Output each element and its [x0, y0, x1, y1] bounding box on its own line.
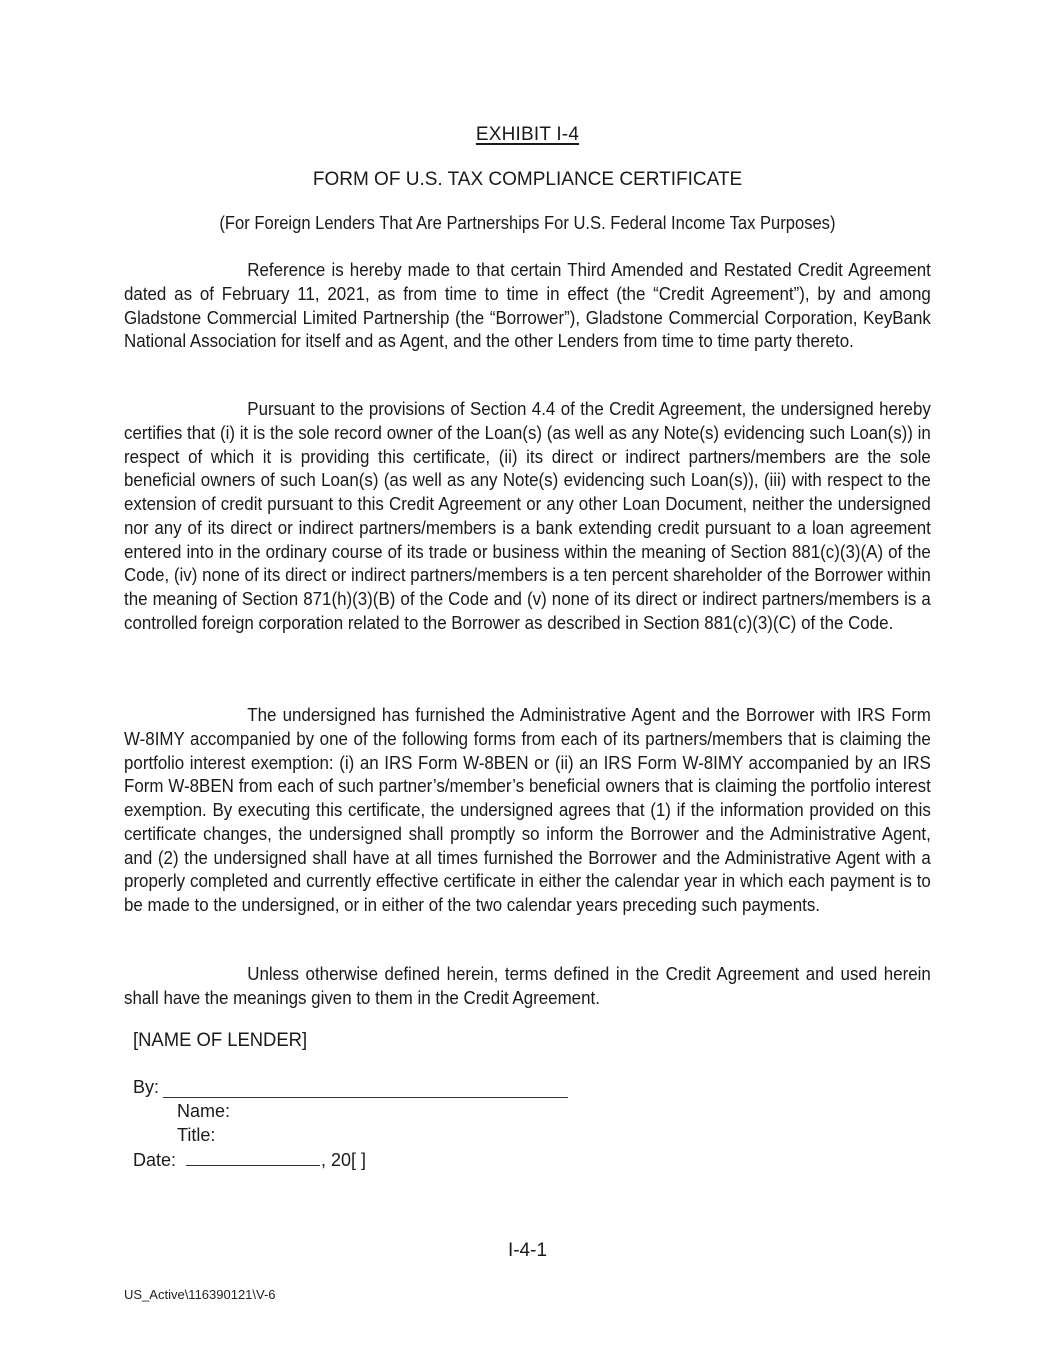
paragraph-certification: Pursuant to the provisions of Section 4.4 of the Credit Agreement, the undersigned hereby certifies that (i) it is the sole record owner of the Loan(s) (as well as any Note(s) evidencing such Loan(s)) in respect of which it is providing this certificate, (ii) its direct or indirect partners/members are the sole beneficial owners of such Loan(s) (as well as any Note(s) evidencing such Loan(s)), (iii) with respect to the extension of credit pursuant to this Credit Agreement or any other Loan Document, neither the undersigned nor any of its direct or indirect partners/members is a bank extending credit pursuant to a loan agreement entered into in the ordinary course of its trade or business within the meaning of Section 881(c)(3)(A) of the Code, (iv) none of its direct or indirect partners/members is a ten percent shareholder of the Borrower within the meaning of Section 871(h)(3)(B) of the Code and (v) none of its direct or indirect partners/members is a controlled foreign corporation related to the Borrower as described in Section 881(c)(3)(C) of the Code.	[124, 398, 931, 633]
paragraph-reference: Reference is hereby made to that certain Third Amended and Restated Credit Agreement dated as of February 11, 2021, as from time to time in effect (the “Credit Agreement”), by and among Gladstone Commercial Limited Partnership (the “Borrower”), Gladstone Commercial Corporation, KeyBank National Association for itself and as Agent, and the other Lenders from time to time party thereto.	[124, 259, 931, 352]
exhibit-title	[0, 124, 1055, 146]
form-title: FORM OF U.S. TAX COMPLIANCE CERTIFICATE	[312, 169, 743, 190]
signature-line	[163, 1097, 568, 1098]
date-blank-line	[186, 1149, 320, 1166]
date-label: Date:	[133, 1150, 177, 1170]
form-subtitle: (For Foreign Lenders That Are Partnerships For U.S. Federal Income Tax Purposes)	[219, 213, 836, 233]
signature-by-label: By:	[133, 1077, 160, 1097]
page-number: I-4-1	[507, 1240, 548, 1261]
footer-document-id: US_Active\116390121\V-6	[124, 1287, 276, 1302]
paragraph-forms-furnished: The undersigned has furnished the Administrative Agent and the Borrower with IRS Form W-8IMY accompanied by one of the following forms from each of its partners/members that is claiming the portfolio interest exemption: (i) an IRS Form W-8BEN or (ii) an IRS Form W-8IMY accompanied by an IRS Form W-8BEN from each of such partner’s/member’s beneficial owners that is claiming the portfolio interest exemption. By executing this certificate, the undersigned agrees that (1) if the information provided on this certificate changes, the undersigned shall promptly so inform the Borrower and the Administrative Agent, and (2) the undersigned shall have at all times furnished the Borrower and the Administrative Agent with a properly completed and currently effective certificate in either the calendar year in which each payment is to be made to the undersigned, or in either of the two calendar years preceding such payments.	[124, 704, 931, 915]
signature-title-label: Title:	[177, 1125, 216, 1145]
signature-date-row	[133, 1149, 366, 1171]
signature-name-label: Name:	[177, 1101, 231, 1121]
date-year-suffix: , 20[ ]	[321, 1150, 367, 1170]
paragraph-definitions: Unless otherwise defined herein, terms defined in the Credit Agreement and used herein shall have the meanings given to them in the Credit Agreement.	[124, 963, 931, 1008]
lender-name-placeholder: [NAME OF LENDER]	[133, 1030, 308, 1051]
exhibit-title-text: EXHIBIT I-4	[475, 124, 580, 145]
